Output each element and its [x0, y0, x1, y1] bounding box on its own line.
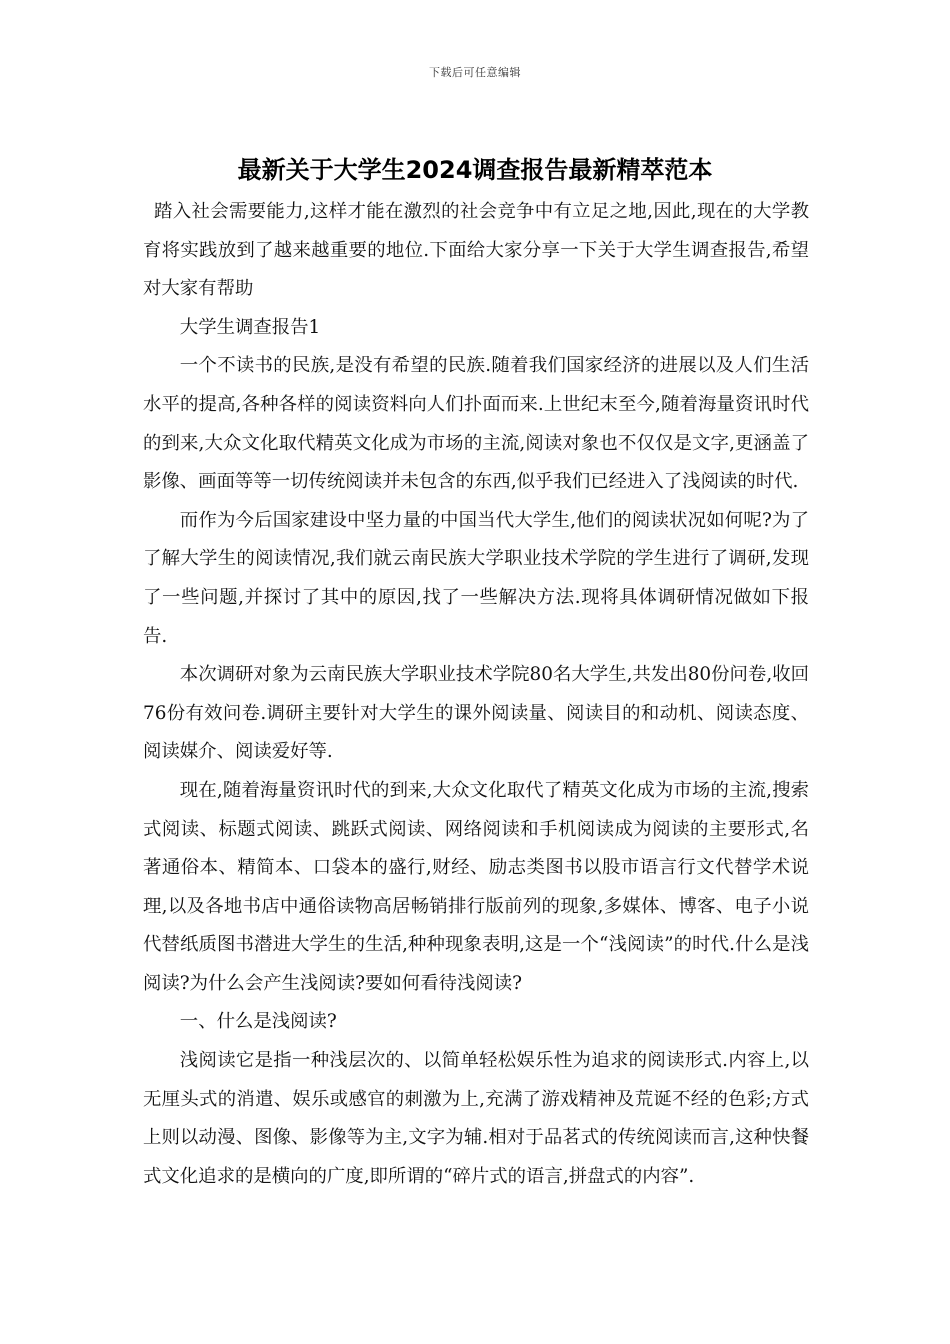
body-paragraph: 现在,随着海量资讯时代的到来,大众文化取代了精英文化成为市场的主流,搜索式阅读、标题式阅读、跳跃式阅读、网络阅读和手机阅读成为阅读的主要形式,名著通俗本、精简本、口袋本的盛行,财经、励志类图书以股市语言行文代替学术说理,以及各地书店中通俗读物高居畅销排行版前列的现象,多媒体、博客、电子小说代替纸质图书潜进大学生的生活,种种现象表明,这是一个“浅阅读”的时代.什么是浅阅读?为什么会产生浅阅读?要如何看待浅阅读? [143, 779, 809, 994]
body-paragraph: 浅阅读它是指一种浅层次的、以简单轻松娱乐性为追求的阅读形式.内容上,以无厘头式的消遣、娱乐或感官的刺激为上,充满了游戏精神及荒诞不经的色彩;方式上则以动漫、图像、影像等为主,文字为辅.相对于品茗式的传统阅读而言,这种快餐式文化追求的是横向的广度,即所谓的“碎片式的语言,拼盘式的内容”. [143, 1050, 809, 1187]
body-paragraph: 而作为今后国家建设中坚力量的中国当代大学生,他们的阅读状况如何呢?为了了解大学生的阅读情况,我们就云南民族大学职业技术学院的学生进行了调研,发现了一些问题,并探讨了其中的原因,找了一些解决方法.现将具体调研情况做如下报告. [143, 509, 809, 647]
body-paragraph: 本次调研对象为云南民族大学职业技术学院80名大学生,共发出80份问卷,收回76份有效问卷.调研主要针对大学生的课外阅读量、阅读目的和动机、阅读态度、阅读媒介、阅读爱好等. [143, 664, 809, 763]
document-title: 最新关于大学生2024调查报告最新精萃范本 [237, 156, 713, 184]
page-header-note: 下载后可任意编辑 [429, 66, 521, 79]
intro-paragraph: 踏入社会需要能力,这样才能在激烈的社会竞争中有立足之地,因此,现在的大学教育将实践放到了越来越重要的地位.下面给大家分享一下关于大学生调查报告,希望对大家有帮助 [143, 201, 809, 300]
section-heading-shallow-reading: 一、什么是浅阅读? [179, 1011, 337, 1033]
document-body [143, 193, 809, 1196]
body-paragraph: 一个不读书的民族,是没有希望的民族.随着我们国家经济的进展以及人们生活水平的提高,各种各样的阅读资料向人们扑面而来.上世纪末至今,随着海量资讯时代的到来,大众文化取代精英文化成为市场的主流,阅读对象也不仅仅是文字,更涵盖了影像、画面等等一切传统阅读并未包含的东西,似乎我们已经进入了浅阅读的时代. [143, 355, 809, 493]
section-heading-report-1: 大学生调查报告1 [179, 316, 321, 338]
